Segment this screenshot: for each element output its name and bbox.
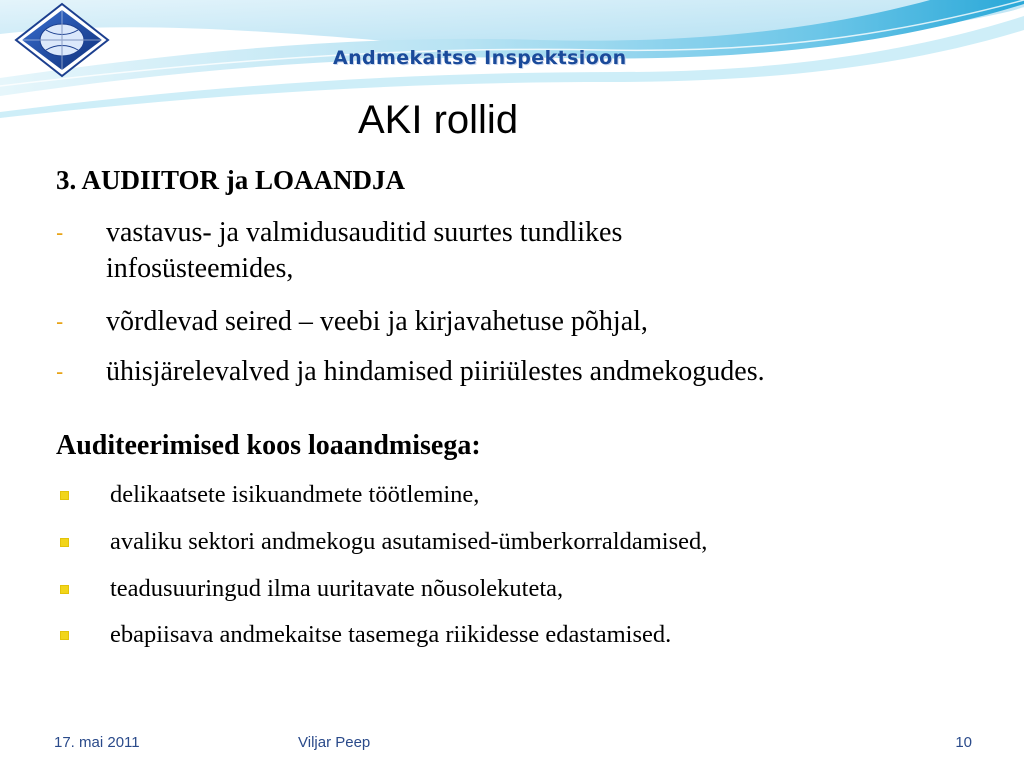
slide-title: AKI rollid [358, 98, 519, 142]
list-item-text: infosüsteemides, [106, 253, 294, 284]
section-heading-auditor: 3. AUDIITOR ja LOAANDJA [56, 165, 406, 195]
footer-date: 17. mai 2011 [54, 734, 140, 751]
square-bullet-icon [60, 631, 69, 640]
list-item-text: ühisjärelevalved ja hindamised piiriülestes andmekogudes. [106, 356, 765, 387]
list-item-text: võrdlevad seired – veebi ja kirjavahetuse põhjal, [106, 306, 648, 337]
organization-name: Andmekaitse Inspektsioon [333, 47, 627, 69]
square-bullet-icon [60, 585, 69, 594]
page-number: 10 [955, 734, 972, 751]
footer-author: Viljar Peep [298, 734, 371, 751]
dash-marker: - [56, 220, 64, 245]
dash-marker: - [56, 359, 64, 384]
list-item-text: avaliku sektori andmekogu asutamised-ümberkorraldamised, [110, 528, 708, 555]
square-bullet-icon [60, 538, 69, 547]
square-bullet-icon [60, 491, 69, 500]
list-item-text: delikaatsete isikuandmete töötlemine, [110, 481, 480, 508]
list-item-text: vastavus- ja valmidusauditid suurtes tundlikes [106, 217, 623, 248]
section-heading-audits: Auditeerimised koos loaandmisega: [56, 430, 481, 461]
list-item-text: ebapiisava andmekaitse tasemega riikidesse edastamised. [110, 621, 672, 648]
dash-marker: - [56, 309, 64, 334]
diamond-globe-icon [12, 2, 112, 78]
list-item-text: teadusuuringud ilma uuritavate nõusolekuteta, [110, 575, 564, 602]
